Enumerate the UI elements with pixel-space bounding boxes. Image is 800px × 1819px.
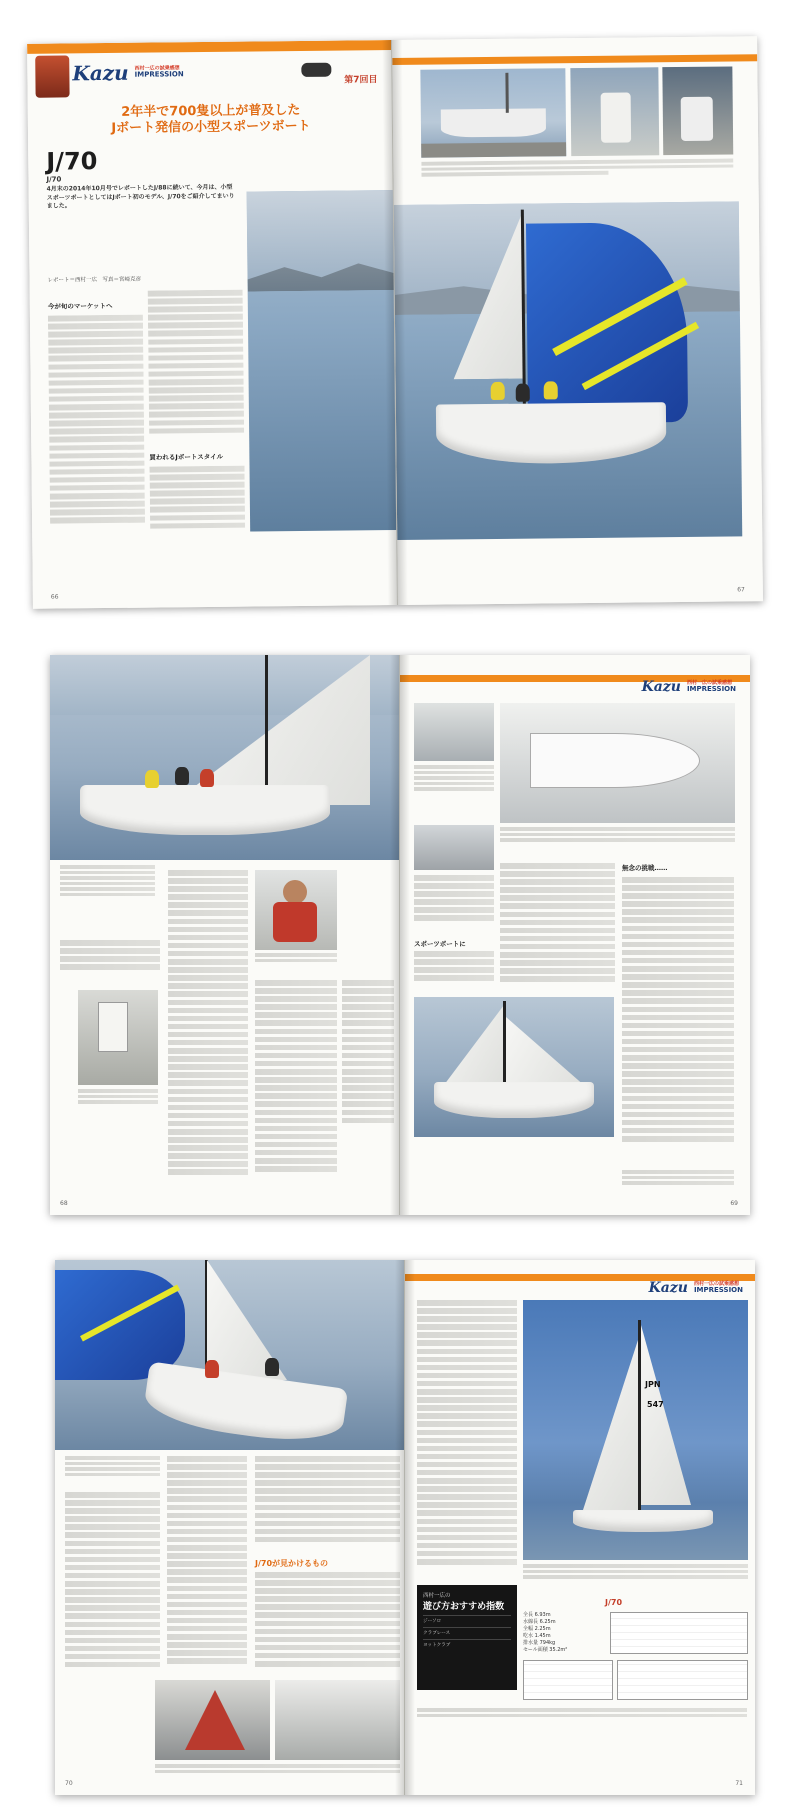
page-70 xyxy=(55,1260,405,1795)
photo-boat-close-hauled xyxy=(414,997,614,1137)
page-66 xyxy=(27,40,398,609)
magazine-spread-2 xyxy=(50,655,750,1215)
header-bar xyxy=(27,40,391,54)
recommendation-head: 西村一広の xyxy=(423,1593,451,1599)
photo-boat-sailing-distance xyxy=(247,190,398,532)
body-text-col-2 xyxy=(168,870,248,1190)
page-number-right: 69 xyxy=(730,1200,738,1207)
photo-rudder-detail xyxy=(662,66,733,155)
chapter-number: 第7回目 xyxy=(344,75,378,86)
series-logo xyxy=(72,60,184,85)
page-68 xyxy=(50,655,400,1215)
photo-caption-bottom xyxy=(622,1170,734,1200)
series-logo xyxy=(642,679,736,695)
page-67 xyxy=(392,36,763,605)
photo-caption-left xyxy=(60,865,155,935)
photo-boat-on-trailer xyxy=(420,68,566,158)
subhead-grip: J/70が見かけるもの xyxy=(255,1559,329,1568)
body-text-col-4 xyxy=(342,980,394,1190)
photo-caption-deck xyxy=(500,827,735,857)
photo-cockpit-detail xyxy=(78,990,158,1085)
body-text-col-3 xyxy=(255,1456,400,1551)
page-71 xyxy=(405,1260,755,1795)
subhead-buy: 買われるJボートスタイル xyxy=(149,452,224,462)
credit-line: レポート＝西村一広 写真＝宮崎克彦 xyxy=(47,276,142,284)
dealer-info xyxy=(417,1708,747,1728)
subhead-sports: スポーツボートに xyxy=(414,940,466,948)
body-text-col-1 xyxy=(65,1492,160,1677)
body-text-col-3 xyxy=(149,466,245,537)
hull-plan-drawing xyxy=(610,1612,748,1654)
sail-number: 547 xyxy=(647,1400,664,1409)
page-69 xyxy=(400,655,750,1215)
series-name: 西村一広の試乗感想 xyxy=(693,1280,739,1287)
photo-interior-red xyxy=(155,1680,270,1760)
deck-plan-drawing xyxy=(523,1660,613,1700)
spec-row: 吃水 1.45m xyxy=(523,1633,551,1639)
body-text-col-1 xyxy=(48,315,145,536)
binocular-icon xyxy=(301,63,331,77)
body-text-col-2 xyxy=(414,951,494,991)
impression-label: IMPRESSION xyxy=(134,70,184,79)
photo-boat-upwind xyxy=(50,655,400,860)
spec-title: J/70 xyxy=(605,1598,623,1607)
spec-row: 排水量 794kg xyxy=(523,1640,556,1646)
body-text-col-1 xyxy=(60,940,160,985)
photo-main-spinnaker-sailing xyxy=(394,201,742,540)
kazu-logo: Kazu xyxy=(72,60,129,86)
photo-helmsman xyxy=(255,870,337,950)
page-number-left: 66 xyxy=(50,593,59,601)
photo-keel-detail xyxy=(570,67,659,156)
photo-caption-cockpit-top xyxy=(414,765,494,820)
body-text-col-2 xyxy=(148,290,245,446)
kazu-logo: Kazu xyxy=(641,679,681,695)
photo-caption-top xyxy=(421,158,733,185)
kazu-logo: Kazu xyxy=(648,1280,688,1296)
recommendation-item: クラブレース xyxy=(423,1627,511,1636)
model-subtitle: J/70 xyxy=(46,175,62,184)
series-name: 西村一広の試乗感想 xyxy=(134,64,180,72)
series-name: 西村一広の試乗感想 xyxy=(686,679,732,686)
body-text-col-1 xyxy=(417,1300,517,1580)
author-portrait xyxy=(35,55,69,97)
photo-caption-right xyxy=(523,1564,748,1588)
model-title: J/70 xyxy=(46,147,98,176)
page-number-left: 70 xyxy=(65,1780,73,1787)
page-number-right: 71 xyxy=(735,1780,743,1787)
body-text-col-3 xyxy=(500,863,615,993)
magazine-spread-1 xyxy=(27,36,763,609)
photo-deck-layout xyxy=(500,703,735,823)
side-plan-drawing xyxy=(617,1660,748,1700)
subhead-unknown: 無念の挑戦…… xyxy=(622,864,668,872)
lead-paragraph: 4月末の2014年10月号でレポートしたJ/88に続いて、今月は、小型スポーツボートとしてはJボート初のモデル、J/70をご紹介してまいりました。 xyxy=(46,183,235,211)
body-text-col-2 xyxy=(167,1456,247,1676)
recommendation-item: ジーソロ xyxy=(423,1615,511,1624)
recommendation-box xyxy=(417,1585,517,1690)
magazine-spread-3 xyxy=(55,1260,755,1795)
recommendation-item: ヨットクラブ xyxy=(423,1639,511,1648)
sail-country: JPN xyxy=(645,1380,661,1389)
photo-interior-white xyxy=(275,1680,400,1760)
page-number-right: 67 xyxy=(737,586,745,594)
photo-cockpit-top xyxy=(414,703,494,761)
series-logo xyxy=(649,1280,743,1296)
spec-row: 全長 6.93m xyxy=(523,1612,551,1618)
spec-row: セール面積 35.2m² xyxy=(523,1647,568,1653)
photo-caption-helmsman xyxy=(255,953,337,975)
article-headline: 2年半で700隻以上が普及した Jボート発信の小型スポーツボート xyxy=(111,102,311,137)
photo-boat-full-sail xyxy=(523,1300,748,1560)
body-text-col-3 xyxy=(255,980,337,1190)
recommendation-title: 遊び方おすすめ指数 xyxy=(423,1602,505,1612)
spec-table xyxy=(523,1612,603,1654)
photo-spinnaker-crew xyxy=(55,1260,405,1450)
impression-label: IMPRESSION xyxy=(686,684,736,693)
body-text-col-4 xyxy=(255,1572,400,1677)
header-bar xyxy=(392,54,757,65)
impression-label: IMPRESSION xyxy=(693,1285,743,1294)
photo-caption-left xyxy=(65,1456,160,1486)
body-text-col-1 xyxy=(414,875,494,935)
subhead-market: 今が旬のマーケットへ xyxy=(47,301,113,311)
body-text-col-4 xyxy=(622,877,734,1167)
spec-row: 全幅 2.25m xyxy=(523,1626,551,1632)
spec-row: 水線長 6.25m xyxy=(523,1619,556,1625)
photo-caption-interior xyxy=(155,1764,400,1780)
photo-caption-cockpit xyxy=(78,1089,158,1129)
page-number-left: 68 xyxy=(60,1200,68,1207)
photo-cabin-detail xyxy=(414,825,494,870)
